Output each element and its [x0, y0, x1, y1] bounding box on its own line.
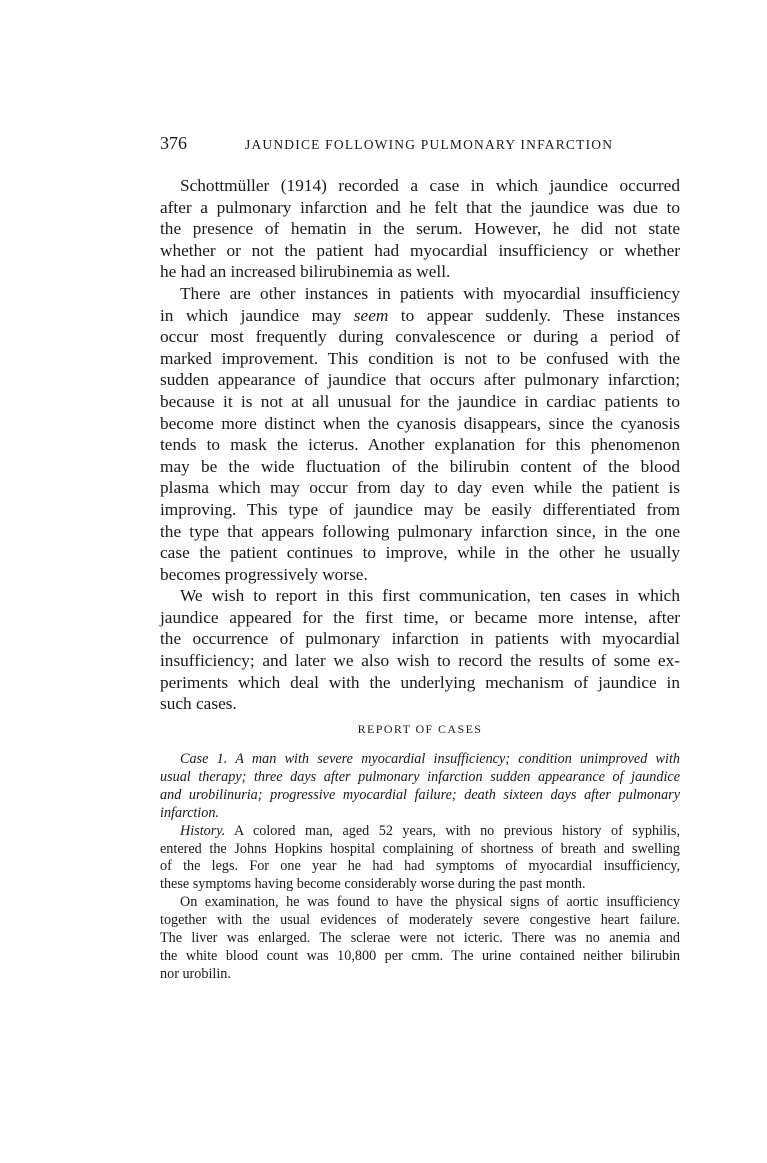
- text-line: such cases.: [160, 694, 237, 714]
- text-line: the presence of hematin in the serum. However, he did not state: [160, 219, 680, 239]
- italic-text: usual therapy; three days after pulmonary infarction sudden appearance of jaundice: [160, 768, 680, 785]
- text-line: case the patient continues to improve, while in the other he usually: [160, 543, 680, 563]
- text-line: nor urobilin.: [160, 965, 231, 982]
- text-line: the type that appears following pulmonary infarction since, in the one: [160, 521, 680, 541]
- section-heading: REPORT OF CASES: [357, 722, 483, 736]
- text-line: he had an increased bilirubinemia as well.: [160, 262, 451, 282]
- text-line: [160, 305, 680, 327]
- italic-text: seem: [353, 305, 389, 325]
- body-text: [160, 175, 680, 715]
- text-line: whether or not the patient had myocardial insufficiency or whether: [160, 240, 680, 260]
- text-span: to appear suddenly. These instances: [388, 305, 681, 325]
- italic-text: History.: [180, 822, 226, 839]
- text-line: [160, 805, 680, 823]
- text-line: these symptoms having become considerably worse during the past month.: [160, 876, 586, 893]
- body-paragraph: [160, 585, 680, 715]
- text-line: [160, 751, 680, 769]
- text-line: [160, 787, 680, 805]
- text-line: together with the usual evidences of moderately severe congestive heart failure.: [160, 912, 680, 929]
- italic-text: Case 1. A man with severe myocardial insufficiency; condition unimproved with: [180, 751, 680, 767]
- text-line: becomes progressively worse.: [160, 564, 368, 584]
- text-line: [160, 769, 680, 787]
- italic-text: infarction.: [160, 804, 219, 821]
- text-line: periments which deal with the underlying mechanism of jaundice in: [160, 672, 680, 692]
- case-report-text: [160, 751, 680, 984]
- text-line: insufficiency; and later we also wish to record the results of some ex-: [160, 651, 680, 671]
- text-line: become more distinct when the cyanosis disappears, since the cyanosis: [160, 413, 680, 433]
- body-paragraph: [160, 175, 680, 283]
- text-line: The liver was enlarged. The sclerae were not icteric. There was no anemia and: [160, 930, 680, 947]
- text-line: [160, 823, 680, 841]
- text-line: occur most frequently during convalescence or during a period of: [160, 327, 680, 347]
- text-line: because it is not at all unusual for the jaundice in cardiac patients to: [160, 391, 680, 411]
- text-line: tends to mask the icterus. Another explanation for this phenomenon: [160, 435, 680, 455]
- text-span: A colored man, aged 52 years, with no previous history of syphilis,: [225, 822, 680, 839]
- case-paragraph: [160, 894, 680, 984]
- text-span: in which jaundice may: [160, 305, 354, 325]
- text-line: marked improvement. This condition is not to be confused with the: [160, 348, 680, 368]
- running-title: JAUNDICE FOLLOWING PULMONARY INFARCTION: [245, 137, 614, 152]
- text-line: the white blood count was 10,800 per cmm. The urine contained neither bilirubin: [160, 947, 680, 964]
- text-line: improving. This type of jaundice may be easily differentiated from: [160, 499, 680, 519]
- case-paragraph: [160, 751, 680, 823]
- text-line: jaundice appeared for the first time, or became more intense, after: [160, 607, 680, 627]
- text-line: sudden appearance of jaundice that occurs after pulmonary infarction;: [160, 370, 680, 390]
- page-number: 376: [160, 133, 187, 153]
- text-line: Schottmüller (1914) recorded a case in which jaundice occurred: [180, 176, 680, 195]
- text-line: may be the wide fluctuation of the bilirubin content of the blood: [160, 456, 680, 476]
- text-line: On examination, he was found to have the physical signs of aortic insufficiency: [180, 894, 680, 911]
- text-line: There are other instances in patients with myocardial insufficiency: [180, 283, 680, 303]
- text-line: plasma which may occur from day to day even while the patient is: [160, 478, 680, 498]
- body-paragraph: [160, 283, 680, 585]
- italic-text: and urobilinuria; progressive myocardial failure; death sixteen days after pulmonary: [160, 786, 680, 803]
- text-line: the occurrence of pulmonary infarction in patients with myocardial: [160, 629, 680, 649]
- case-paragraph: [160, 823, 680, 895]
- text-line: of the legs. For one year he had had symptoms of myocardial insufficiency,: [160, 858, 680, 875]
- text-line: after a pulmonary infarction and he felt that the jaundice was due to: [160, 197, 680, 217]
- text-line: We wish to report in this first communication, ten cases in which: [180, 586, 680, 606]
- text-line: entered the Johns Hopkins hospital complaining of shortness of breath and swelling: [160, 840, 680, 857]
